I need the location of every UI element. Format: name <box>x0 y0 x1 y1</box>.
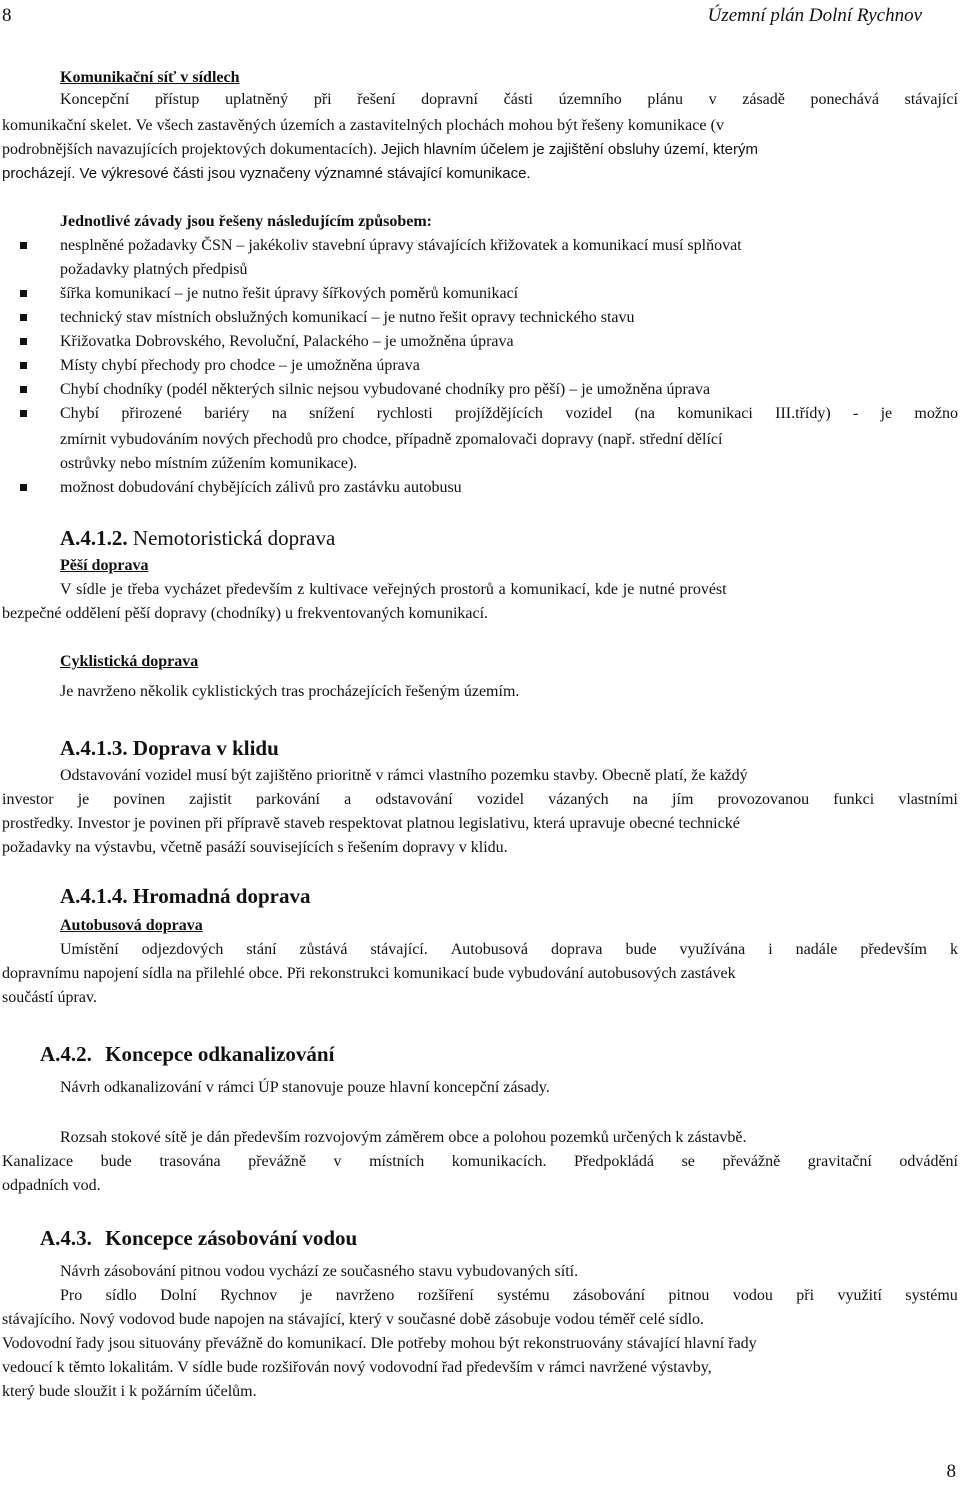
word: při <box>313 91 332 108</box>
word: Autobusová <box>450 941 529 958</box>
bullet-icon <box>20 242 27 249</box>
paragraph-line <box>60 940 958 960</box>
word: rychlosti <box>376 405 433 422</box>
word: rozšíření <box>417 1287 474 1304</box>
section-title <box>40 1228 357 1248</box>
word: snížení <box>309 405 355 422</box>
section-title-text: Koncepce zásobování vodou <box>105 1226 358 1250</box>
word: odvádění <box>899 1153 958 1170</box>
paragraph-line <box>2 1152 958 1172</box>
paragraph-line: Je navrženo několik cyklistických tras procházejících řešeným územím. <box>60 683 520 700</box>
paragraph-line <box>60 90 958 110</box>
word: je <box>77 791 90 808</box>
subsection-heading: Pěší doprava <box>60 557 149 574</box>
paragraph-line: odpadních vod. <box>2 1177 101 1194</box>
word: zásadě <box>742 91 785 108</box>
footer-page-number: 8 <box>946 1461 956 1482</box>
word: územního <box>558 91 622 108</box>
word: uplatněný <box>225 91 289 108</box>
word: bude <box>100 1153 132 1170</box>
paragraph-line: součástí úprav. <box>2 989 97 1006</box>
paragraph-line <box>2 790 958 810</box>
paragraph-line: požadavky na výstavbu, včetně pasáží souvisejících s řešením dopravy v klidu. <box>2 839 508 856</box>
word: převážně <box>248 1153 306 1170</box>
word: k <box>949 941 958 958</box>
bullet-icon <box>20 484 27 491</box>
word: gravitační <box>807 1153 872 1170</box>
word: a <box>344 791 352 808</box>
word: místních <box>369 1153 425 1170</box>
text: procházejí. <box>2 165 76 182</box>
word: zůstává <box>299 941 348 958</box>
word: vodou <box>732 1287 773 1304</box>
word: navrženo <box>335 1287 395 1304</box>
word: Chybí <box>60 405 100 422</box>
word: využívána <box>679 941 746 958</box>
word: zajistit <box>189 791 232 808</box>
header-document-title: Územní plán Dolní Rychnov <box>707 5 922 26</box>
list-item-text: možnost dobudování chybějících zálivů pro zastávku autobusu <box>60 479 462 496</box>
word: funkci <box>833 791 875 808</box>
word: projíždějících <box>454 405 543 422</box>
word: dopravní <box>421 91 478 108</box>
section-title-text: Nemotoristická doprava <box>132 526 336 550</box>
paragraph-line: vedoucí k těmto lokalitám. V sídle bude rozšiřován nový vodovodní řad především v rámci navržené výstavby, <box>2 1359 712 1376</box>
word: převážně <box>722 1153 781 1170</box>
page-header <box>0 4 960 30</box>
paragraph-line: prostředky. Investor je povinen při přípravě staveb respektovat platnou legislativu, která upravuje obecné technické <box>2 815 740 832</box>
word: vozidel <box>565 405 613 422</box>
paragraph-line: stávajícího. Nový vodovod bude napojen na stávající, který v současné době zásobuje vodou téměř celé sídlo. <box>2 1311 705 1328</box>
word: při <box>796 1287 815 1304</box>
word: nadále <box>795 941 838 958</box>
subsection-heading: Autobusová doprava <box>60 917 203 934</box>
bullet-icon <box>20 362 27 369</box>
word: vázaných <box>548 791 609 808</box>
section-number: A.4.3. <box>40 1226 92 1250</box>
word: parkování <box>255 791 320 808</box>
word: Kanalizace <box>2 1153 74 1170</box>
paragraph-line: Odstavování vozidel musí být zajištěno prioritně v rámci vlastního pozemku stavby. Obecně platí, že každý <box>60 767 748 784</box>
defects-heading: Jednotlivé závady jsou řešeny následujícím způsobem: <box>60 213 432 230</box>
word: bariéry <box>204 405 250 422</box>
list-item-text <box>60 404 958 424</box>
paragraph-line: Vodovodní řady jsou situovány převážně do komunikací. Dle potřeby mohou být rekonstruovány stávající hlavní řady <box>2 1335 757 1352</box>
paragraph-line: bezpečné oddělení pěší dopravy (chodníky) u frekventovaných komunikací. <box>2 605 489 622</box>
section-number: A.4.2. <box>40 1042 92 1066</box>
word: stávající. <box>370 941 428 958</box>
word: systému <box>905 1287 958 1304</box>
word: stávající <box>904 91 958 108</box>
paragraph-line: Návrh odkanalizování v rámci ÚP stanovuje pouze hlavní koncepční zásady. <box>60 1079 550 1096</box>
word: na <box>632 791 648 808</box>
section-title <box>60 886 310 906</box>
bullet-icon <box>20 338 27 345</box>
word: přístup <box>154 91 200 108</box>
list-item-text: zmírnit vybudováním nových přechodů pro chodce, případně zpomalovači dopravy (např. střední dělící <box>60 431 723 448</box>
word: vlastními <box>898 791 958 808</box>
list-item-text: technický stav místních obslužných komunikací – je nutno řešit opravy technického stavu <box>60 309 635 326</box>
section-number: A.4.1.3. <box>60 736 128 760</box>
paragraph-line <box>2 140 758 160</box>
word: v <box>708 91 717 108</box>
section-title <box>60 738 279 758</box>
word: v <box>333 1153 342 1170</box>
bullet-icon <box>20 290 27 297</box>
word: Koncepční <box>60 91 130 108</box>
section-heading: Komunikační síť v sídlech <box>60 69 240 86</box>
word: ponechává <box>810 91 879 108</box>
section-title-text: Doprava v klidu <box>132 736 279 760</box>
paragraph-line: Rozsah stokové sítě je dán především rozvojovým záměrem obce a polohou pozemků určených k zástavbě. <box>60 1129 747 1146</box>
paragraph-line: Návrh zásobování pitnou vodou vychází ze současného stavu vybudovaných sítí. <box>60 1263 579 1280</box>
section-title-text: Hromadná doprava <box>132 884 311 908</box>
section-number: A.4.1.4. <box>60 884 128 908</box>
subsection-heading: Cyklistická doprava <box>60 653 199 670</box>
word: je <box>300 1287 313 1304</box>
word: Pro <box>60 1287 83 1304</box>
list-item-text: požadavky platných předpisů <box>60 261 248 278</box>
list-item-text: Místy chybí přechody pro chodce – je umožněna úprava <box>60 357 420 374</box>
list-item-text: Chybí chodníky (podél některých silnic nejsou vybudované chodníky pro pěší) – je umožněna úprava <box>60 381 711 398</box>
word: systému <box>497 1287 550 1304</box>
word: Předpokládá <box>574 1153 654 1170</box>
word: odjezdových <box>141 941 224 958</box>
text-sans: Jejich hlavním účelem je zajištění obsluhy území, kterým <box>376 141 758 158</box>
bullet-icon <box>20 410 27 417</box>
word: stání <box>246 941 277 958</box>
word: bude <box>625 941 657 958</box>
bullet-icon <box>20 314 27 321</box>
paragraph-line <box>60 1286 958 1306</box>
word: - <box>852 405 859 422</box>
word: na <box>271 405 287 422</box>
word: doprava <box>550 941 603 958</box>
word: III.třídy) <box>775 405 831 422</box>
word: pitnou <box>668 1287 710 1304</box>
word: provozovanou <box>717 791 810 808</box>
word: využití <box>837 1287 882 1304</box>
paragraph-line: který bude sloužit i k požárním účelům. <box>2 1383 257 1400</box>
word: komunikacích. <box>451 1153 547 1170</box>
word: je <box>880 405 893 422</box>
list-item-text: nesplněné požadavky ČSN – jakékoliv stavební úpravy stávajících křižovatek a komunikací musí splňovat <box>60 237 742 254</box>
paragraph-line: dopravnímu napojení sídla na přilehlé obce. Při rekonstrukci komunikací bude vybudování autobusových zastávek <box>2 965 736 982</box>
paragraph-line: V sídle je třeba vycházet především z kultivace veřejných prostorů a komunikací, kde je nutné provést <box>60 581 727 598</box>
word: jím <box>672 791 694 808</box>
word: Umístění <box>60 941 119 958</box>
list-item-text: Křižovatka Dobrovského, Revoluční, Palackého – je umožněna úprava <box>60 333 514 350</box>
list-item-text: šířka komunikací – je nutno řešit úpravy šířkových poměrů komunikací <box>60 285 519 302</box>
text: Ve výkresové části jsou vyznačeny významné stávající komunikace. <box>75 165 531 182</box>
word: odstavování <box>375 791 453 808</box>
paragraph-line <box>2 164 531 184</box>
word: i <box>768 941 773 958</box>
word: především <box>860 941 927 958</box>
header-page-number: 8 <box>2 5 12 26</box>
word: přirozené <box>121 405 182 422</box>
word: vozidel <box>476 791 525 808</box>
word: možno <box>914 405 958 422</box>
word: trasována <box>159 1153 221 1170</box>
section-number: A.4.1.2. <box>60 526 128 550</box>
word: řešení <box>357 91 396 108</box>
word: komunikaci <box>677 405 753 422</box>
section-title <box>40 1044 334 1064</box>
word: se <box>681 1153 695 1170</box>
bullet-icon <box>20 386 27 393</box>
word: Dolní <box>160 1287 197 1304</box>
section-title <box>60 528 335 548</box>
word: části <box>503 91 533 108</box>
word: Rychnov <box>220 1287 278 1304</box>
text: podrobnějších navazujících projektových dokumentacích). <box>2 141 377 158</box>
paragraph-line: komunikační skelet. Ve všech zastavěných územích a zastavitelných plochách mohou být řešeny komunikace (v <box>2 117 725 134</box>
word: plánu <box>647 91 683 108</box>
word: zásobování <box>573 1287 646 1304</box>
word: povinen <box>113 791 165 808</box>
section-title-text: Koncepce odkanalizování <box>105 1042 335 1066</box>
word: investor <box>2 791 54 808</box>
list-item-text: ostrůvky nebo místním zúžením komunikace). <box>60 455 358 472</box>
word: (na <box>634 405 656 422</box>
word: sídlo <box>105 1287 137 1304</box>
